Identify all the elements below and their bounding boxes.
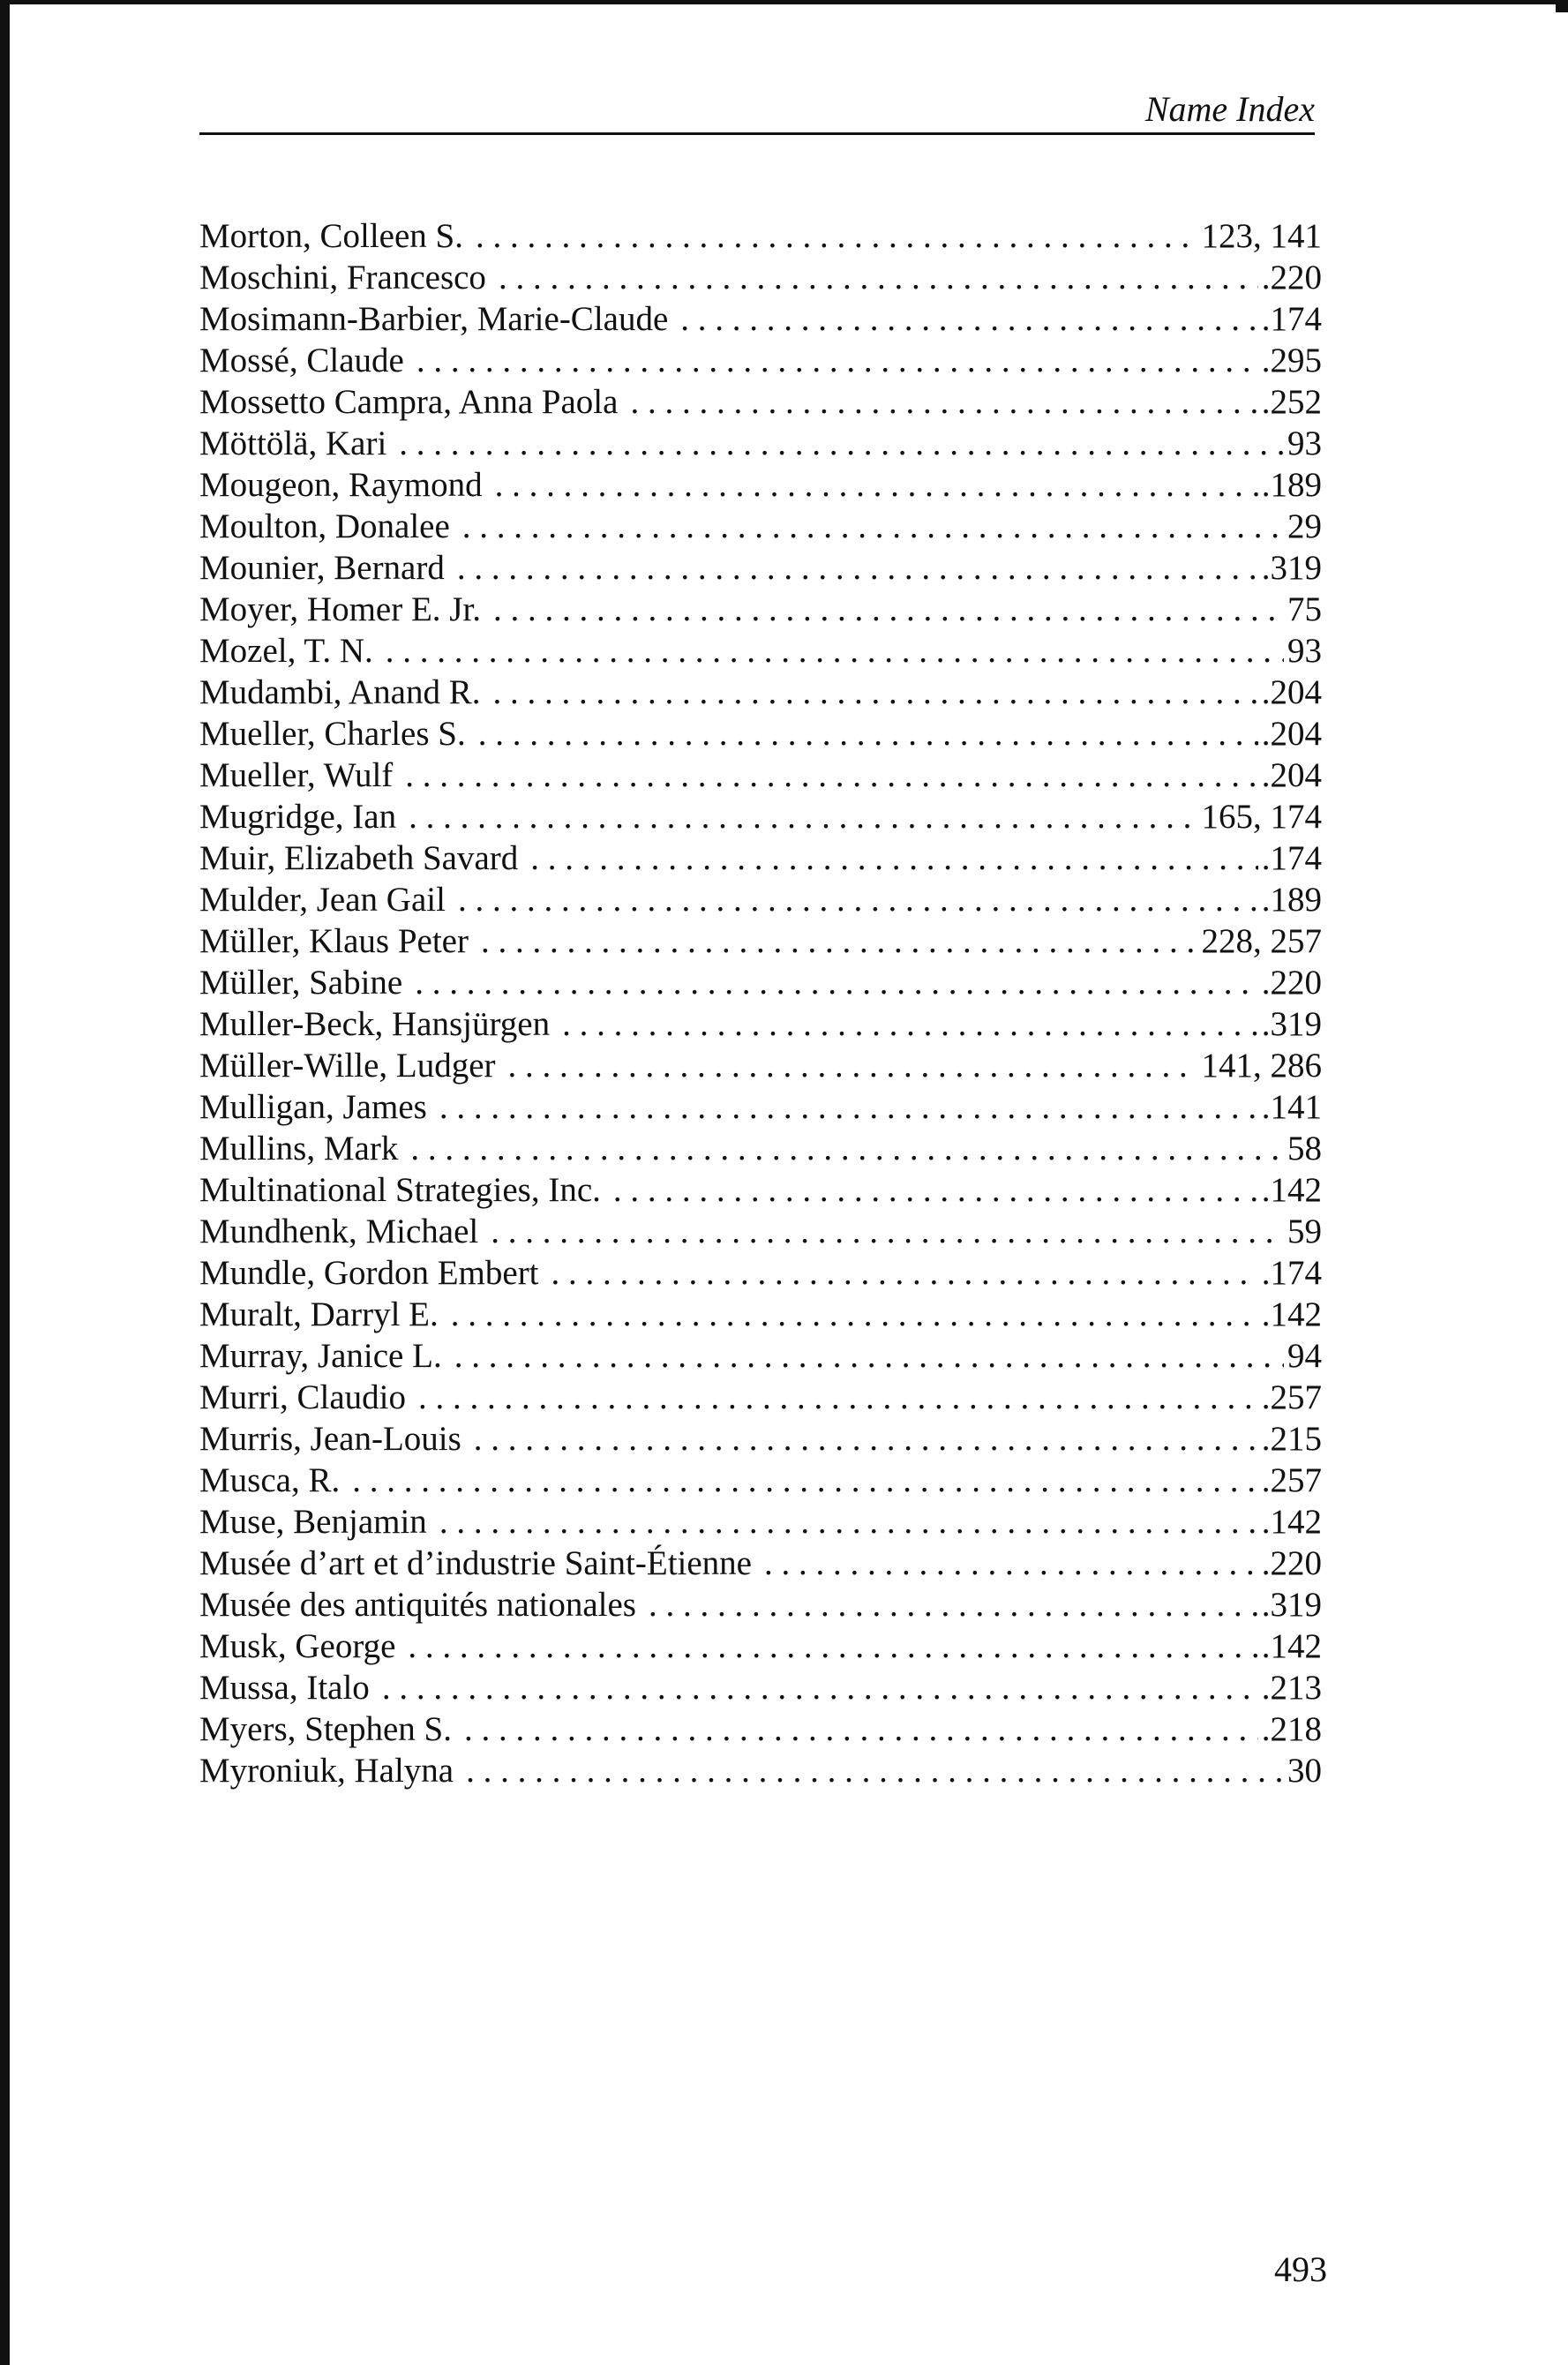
entry-pages: .213	[1261, 1669, 1322, 1707]
index-entry	[199, 1584, 1322, 1625]
entry-pages: .295	[1261, 342, 1322, 379]
entry-name: Mundhenk, Michael	[199, 1213, 479, 1250]
index-entry	[199, 879, 1322, 920]
index-entry	[199, 1750, 1322, 1791]
entry-name: Mussa, Italo	[199, 1669, 370, 1707]
entry-name: Mullins, Mark	[199, 1130, 399, 1167]
entry-pages: .189	[1261, 466, 1322, 504]
index-entry	[199, 464, 1322, 506]
index-entry	[199, 1335, 1322, 1377]
entry-pages: .204	[1261, 756, 1322, 794]
index-entry	[199, 837, 1322, 879]
index-entry	[199, 506, 1322, 547]
entry-name: Myers, Stephen S.	[199, 1710, 452, 1748]
dot-leader	[458, 879, 1258, 920]
dot-leader	[386, 630, 1284, 672]
dot-leader	[680, 298, 1257, 340]
entry-name: Mugridge, Ian	[199, 798, 397, 836]
entry-pages: .204	[1261, 673, 1322, 711]
dot-leader	[476, 215, 1198, 257]
entry-pages: .220	[1261, 964, 1322, 1002]
entry-name: Mudambi, Anand R.	[199, 673, 481, 711]
dot-leader	[764, 1543, 1258, 1584]
dot-leader	[451, 1294, 1258, 1335]
dot-leader	[493, 672, 1258, 713]
dot-leader	[439, 1501, 1258, 1543]
entry-name: Muir, Elizabeth Savard	[199, 839, 519, 877]
entry-pages: .257	[1261, 1378, 1322, 1416]
entry-pages: .174	[1261, 1254, 1322, 1292]
dot-leader	[474, 1418, 1258, 1460]
entry-pages: .220	[1261, 1544, 1322, 1582]
entry-name: Myroniuk, Halyna	[199, 1752, 454, 1790]
entry-name: Moulton, Donalee	[199, 507, 450, 545]
entry-name: Murray, Janice L.	[199, 1337, 442, 1375]
entry-name: Moyer, Homer E. Jr.	[199, 590, 482, 628]
entry-name: Muse, Benjamin	[199, 1503, 427, 1541]
index-entry	[199, 1377, 1322, 1418]
dot-leader	[630, 381, 1257, 423]
entry-name: Mozel, T. N.	[199, 632, 373, 670]
entry-pages: .319	[1261, 1586, 1322, 1624]
dot-leader	[499, 257, 1258, 298]
scan-corner-mark	[1556, 0, 1568, 12]
entry-pages: 165, 174	[1201, 798, 1322, 836]
entry-pages: .142	[1261, 1171, 1322, 1209]
entry-name: Mossé, Claude	[199, 342, 404, 379]
dot-leader	[352, 1460, 1258, 1501]
entry-name: Musk, George	[199, 1627, 396, 1665]
dot-leader	[415, 962, 1258, 1003]
index-entry	[199, 423, 1322, 464]
index-entry	[199, 1045, 1322, 1086]
index-entry	[199, 672, 1322, 713]
entry-pages: .218	[1261, 1710, 1322, 1748]
entry-pages: .174	[1261, 839, 1322, 877]
dot-leader	[478, 713, 1258, 755]
index-entry	[199, 1294, 1322, 1335]
entry-pages: 123, 141	[1201, 217, 1322, 255]
index-entry	[199, 589, 1322, 630]
dot-leader	[508, 1045, 1198, 1086]
dot-leader	[464, 1708, 1258, 1750]
dot-leader	[462, 506, 1284, 547]
entry-pages: 58	[1287, 1130, 1322, 1167]
dot-leader	[530, 837, 1258, 879]
entry-name: Mossetto Campra, Anna Paola	[199, 383, 619, 421]
entry-name: Murri, Claudio	[199, 1378, 406, 1416]
index-entry	[199, 340, 1322, 381]
entry-name: Mundle, Gordon Embert	[199, 1254, 539, 1292]
index-entry	[199, 962, 1322, 1003]
dot-leader	[439, 1086, 1258, 1128]
index-entry	[199, 257, 1322, 298]
dot-leader	[491, 1211, 1284, 1252]
dot-leader	[466, 1750, 1284, 1791]
running-head: Name Index	[1144, 89, 1315, 129]
entry-pages: 59	[1287, 1213, 1322, 1250]
dot-leader	[493, 589, 1284, 630]
dot-leader	[649, 1584, 1258, 1625]
entry-pages: .204	[1261, 715, 1322, 753]
entry-pages: .319	[1261, 1005, 1322, 1043]
entry-pages: 75	[1287, 590, 1322, 628]
index-entry	[199, 1086, 1322, 1128]
entry-pages: .174	[1261, 300, 1322, 338]
dot-leader	[416, 340, 1258, 381]
entry-pages: .319	[1261, 549, 1322, 587]
entry-pages: .215	[1261, 1420, 1322, 1458]
dot-leader	[405, 755, 1257, 796]
index-entry	[199, 1625, 1322, 1667]
entry-pages: 93	[1287, 632, 1322, 670]
entry-name: Multinational Strategies, Inc.	[199, 1171, 601, 1209]
entry-name: Morton, Colleen S.	[199, 217, 463, 255]
entry-pages: 94	[1287, 1337, 1322, 1375]
index-entry	[199, 796, 1322, 837]
page-number: 493	[1274, 2249, 1327, 2289]
scan-left-edge	[0, 0, 10, 2365]
entry-name: Mounier, Bernard	[199, 549, 445, 587]
dot-leader	[457, 547, 1258, 589]
entry-name: Mulligan, James	[199, 1088, 427, 1126]
entry-pages: .220	[1261, 259, 1322, 297]
index-entry	[199, 381, 1322, 423]
index-entry	[199, 1003, 1322, 1045]
entry-name: Musée des antiquités nationales	[199, 1586, 636, 1624]
header-rule	[199, 132, 1315, 135]
dot-leader	[418, 1377, 1258, 1418]
index-entry	[199, 1501, 1322, 1543]
index-entry	[199, 1252, 1322, 1294]
index-entry	[199, 298, 1322, 340]
index-entry	[199, 755, 1322, 796]
entry-pages: .142	[1261, 1295, 1322, 1333]
entry-pages: .257	[1261, 1461, 1322, 1499]
entry-name: Mulder, Jean Gail	[199, 881, 446, 919]
entry-name: Musca, R.	[199, 1461, 341, 1499]
entry-name: Müller, Klaus Peter	[199, 922, 469, 960]
entry-pages: 30	[1287, 1752, 1322, 1790]
entry-name: Müller-Wille, Ludger	[199, 1047, 496, 1085]
scan-top-edge	[0, 0, 1568, 4]
index-entry	[199, 1460, 1322, 1501]
index-entry	[199, 1708, 1322, 1750]
dot-leader	[562, 1003, 1258, 1045]
entry-name: Müller, Sabine	[199, 964, 403, 1002]
entry-pages: .142	[1261, 1503, 1322, 1541]
index-entry	[199, 920, 1322, 962]
entry-pages: 228, 257	[1201, 922, 1322, 960]
dot-leader	[409, 796, 1197, 837]
entry-name: Muller-Beck, Hansjürgen	[199, 1005, 551, 1043]
entry-name: Muralt, Darryl E.	[199, 1295, 439, 1333]
entry-pages: .252	[1261, 383, 1322, 421]
index-entry	[199, 1211, 1322, 1252]
index-entry	[199, 1169, 1322, 1211]
dot-leader	[410, 1128, 1284, 1169]
entry-name: Möttölä, Kari	[199, 424, 387, 462]
index-entry	[199, 215, 1322, 257]
entry-pages: 29	[1287, 507, 1322, 545]
dot-leader	[382, 1667, 1258, 1708]
entry-pages: .141	[1261, 1088, 1322, 1126]
index-entry	[199, 713, 1322, 755]
dot-leader	[613, 1169, 1258, 1211]
entry-pages: .189	[1261, 881, 1322, 919]
dot-leader	[408, 1625, 1257, 1667]
entry-name: Mueller, Wulf	[199, 756, 394, 794]
index-entry	[199, 1418, 1322, 1460]
entry-name: Mueller, Charles S.	[199, 715, 466, 753]
index-entry	[199, 1543, 1322, 1584]
dot-leader	[454, 1335, 1284, 1377]
entry-name: Moschini, Francesco	[199, 259, 486, 297]
entry-name: Mougeon, Raymond	[199, 466, 483, 504]
entry-name: Musée d’art et d’industrie Saint-Étienne	[199, 1544, 752, 1582]
index-entry	[199, 1667, 1322, 1708]
entry-pages: 93	[1287, 424, 1322, 462]
entry-pages: .142	[1261, 1627, 1322, 1665]
dot-leader	[495, 464, 1258, 506]
index-entry	[199, 630, 1322, 672]
entry-name: Murris, Jean-Louis	[199, 1420, 461, 1458]
dot-leader	[481, 920, 1198, 962]
entry-name: Mosimann-Barbier, Marie-Claude	[199, 300, 669, 338]
index-entry	[199, 1128, 1322, 1169]
index-entry	[199, 547, 1322, 589]
dot-leader	[399, 423, 1284, 464]
entry-pages: 141, 286	[1201, 1047, 1322, 1085]
name-index-list	[199, 215, 1322, 1791]
dot-leader	[551, 1252, 1258, 1294]
